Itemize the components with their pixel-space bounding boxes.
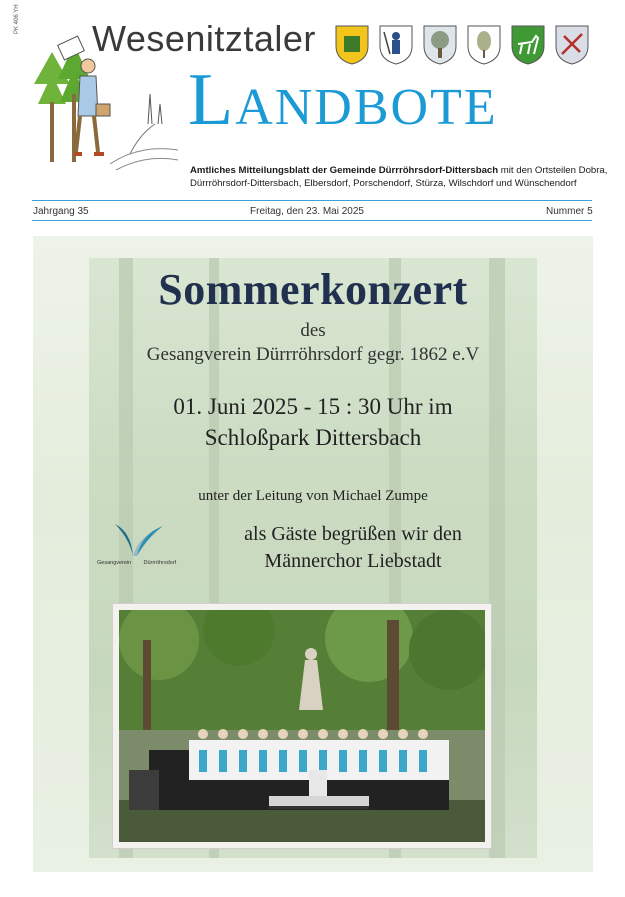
crest-horse-icon bbox=[510, 24, 546, 66]
masthead-subtitle bbox=[190, 165, 610, 190]
poster-date-time: 01. Juni 2025 - 15 : 30 Uhr im bbox=[173, 394, 453, 419]
subtitle-rest: mit den Ortsteilen Dobra, Dürrröhrsdorf-Dittersbach, Elbersdorf, Porschendorf, Stürza, Wilschdorf und Wünschendorf bbox=[190, 165, 608, 189]
crest-tools-icon bbox=[554, 24, 590, 66]
poster-conductor: unter der Leitung von Michael Zumpe bbox=[198, 488, 428, 504]
crest-row bbox=[334, 24, 590, 66]
masthead-title-initial: L bbox=[188, 59, 236, 141]
volume-label: Jahrgang 35 bbox=[33, 206, 89, 217]
crest-tree-round-icon bbox=[422, 24, 458, 66]
logo-label bbox=[97, 560, 176, 566]
poster-choir-name: Gesangverein Dürrröhrsdorf gegr. 1862 e.V bbox=[146, 344, 480, 365]
poster-guest-line-1: als Gäste begrüßen wir den bbox=[244, 523, 462, 545]
divider-bottom bbox=[32, 220, 592, 221]
choir-photo-scene bbox=[119, 610, 485, 842]
concert-poster bbox=[33, 236, 593, 872]
crest-figure-icon bbox=[378, 24, 414, 66]
choir-logo-icon bbox=[107, 522, 167, 558]
divider-top bbox=[32, 200, 592, 201]
poster-title: Sommerkonzert bbox=[158, 265, 468, 314]
crest-yellow-icon bbox=[334, 24, 370, 66]
logo-label-right: Dürrröhrsdorf bbox=[143, 560, 177, 566]
poster-location: Schloßpark Dittersbach bbox=[204, 425, 422, 450]
masthead-title-rest: ANDBOTE bbox=[235, 79, 498, 136]
subtitle-bold: Amtliches Mitteilungsblatt der Gemeinde Dürrröhrsdorf-Dittersbach bbox=[190, 165, 499, 176]
masthead-title-small: Wesenitztaler bbox=[92, 18, 316, 59]
crest-tree-icon bbox=[466, 24, 502, 66]
date-label: Freitag, den 23. Mai 2025 bbox=[250, 206, 364, 217]
masthead-title-big bbox=[188, 60, 498, 148]
issue-label: Nummer 5 bbox=[546, 206, 593, 217]
poster-des: des bbox=[300, 320, 326, 341]
poster-guest-line-2: Männerchor Liebstadt bbox=[264, 550, 442, 572]
choir-photo bbox=[113, 604, 491, 848]
logo-label-left: Gesangverein bbox=[97, 560, 132, 566]
postal-mark: PK 406 YH bbox=[14, 4, 20, 34]
